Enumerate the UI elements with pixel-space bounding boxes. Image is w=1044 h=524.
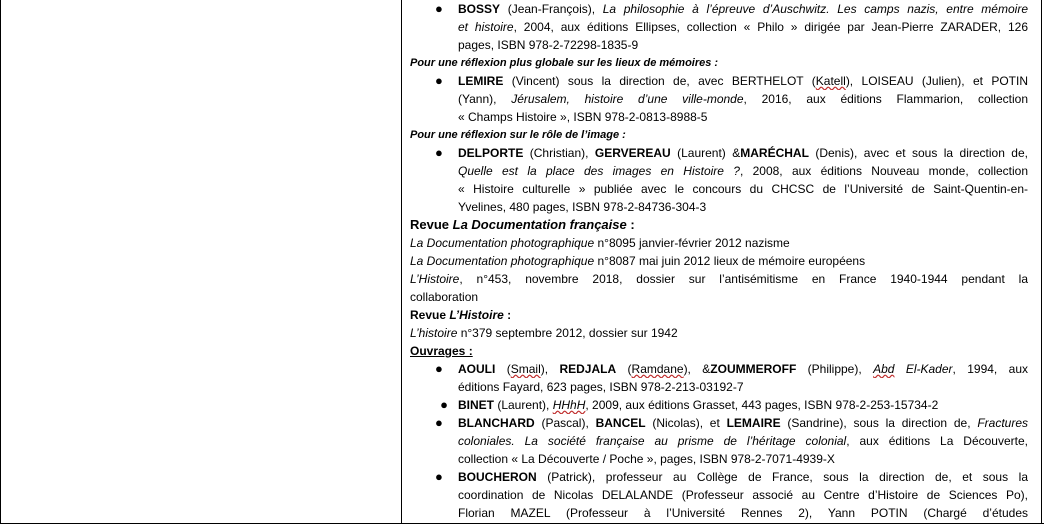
list-item-boucheron-line3: Florian MAZEL (Professeur à l’Université Rennes 2), Yann POTIN (Chargé d’études xyxy=(458,506,1028,520)
bullet-icon: ● xyxy=(435,73,443,88)
list-item-lemire: ● LEMIRE (Vincent) sous la direction de, avec BERTHELOT (Katell), LOISEAU (Julien), et POTIN xyxy=(435,73,1028,88)
bullet-icon: ● xyxy=(435,1,443,16)
ref-histoire-453-line2: collaboration xyxy=(410,290,479,304)
ref-histoire-379: L’histoire n°379 septembre 2012, dossier sur 1942 xyxy=(410,326,678,340)
list-item-delporte-line2: Quelle est la place des images en Histoire ?, 2008, aux éditions Nouveau monde, collection xyxy=(458,164,1028,178)
table-border-left xyxy=(0,0,1,524)
list-item-boucheron-line2: coordination de Nicolas DELALANDE (Professeur associé au Centre d’Histoire de Sciences Po), xyxy=(458,488,1028,502)
list-item-lemire-line3: « Champs Histoire », ISBN 978-2-0813-8988-5 xyxy=(458,110,708,124)
section-subtitle-memoires: Pour une réflexion plus globale sur les lieux de mémoires : xyxy=(410,57,719,69)
heading-revue-documentation: Revue La Documentation française : xyxy=(410,217,635,232)
list-item-delporte: ● DELPORTE (Christian), GERVEREAU (Laurent) &MARÉCHAL (Denis), avec et sous la direction de, xyxy=(435,145,1028,160)
ref-doc-photo-8087: La Documentation photographique n°8087 mai juin 2012 lieux de mémoire européens xyxy=(410,254,866,268)
list-item-aouli-line2: éditions Fayard, 623 pages, ISBN 978-2-213-03192-7 xyxy=(458,380,744,394)
heading-ouvrages: Ouvrages : xyxy=(410,344,473,358)
list-item-delporte-line3: « Histoire culturelle » publiée avec le concours du CHCSC de l’Université de Saint-Quentin-en- xyxy=(458,182,1028,196)
table-column-divider xyxy=(401,0,402,524)
list-item-binet: ● BINET (Laurent), HHhH, 2009, aux éditions Grasset, 443 pages, ISBN 978-2-253-15734-2 xyxy=(410,396,1028,414)
table-border-right xyxy=(1041,0,1042,524)
list-item-bossy-line2: et histoire, 2004, aux éditions Ellipses, collection « Philo » dirigée par Jean-Pierre ZARADER, 126 xyxy=(458,20,1028,34)
list-item-blanchard: ● BLANCHARD (Pascal), BANCEL (Nicolas), et LEMAIRE (Sandrine), sous la direction de, Fractures xyxy=(435,415,1028,430)
section-subtitle-image: Pour une réflexion sur le rôle de l’image : xyxy=(410,129,626,141)
list-item-lemire-line2: (Yann), Jérusalem, histoire d’une ville-monde, 2016, aux éditions Flammarion, collection xyxy=(458,92,1028,106)
list-item-blanchard-line2: coloniales. La société française au prisme de l’héritage colonial, aux éditions La Découverte, xyxy=(458,434,1028,448)
bullet-icon: ● xyxy=(435,469,443,484)
list-item-bossy-line3: pages, ISBN 978-2-72298-1835-9 xyxy=(458,38,639,52)
bullet-icon: ● xyxy=(435,415,443,430)
ref-histoire-453: L’Histoire, n°453, novembre 2018, dossier sur l’antisémitisme en France 1940-1944 pendant la xyxy=(410,272,1028,286)
bullet-icon: ● xyxy=(440,397,448,412)
list-item-aouli: ● AOULI (Smail), REDJALA (Ramdane), &ZOUMMEROFF (Philippe), Abd El-Kader, 1994, aux xyxy=(435,361,1028,376)
list-item-blanchard-line3: collection « La Découverte / Poche », pages, ISBN 978-2-7071-4939-X xyxy=(458,452,835,466)
list-item-bossy: ● BOSSY (Jean-François), La philosophie à l’épreuve d’Auschwitz. Les camps nazis, entre mémoire xyxy=(435,1,1028,16)
ref-doc-photo-8095: La Documentation photographique n°8095 janvier-février 2012 nazisme xyxy=(410,236,790,250)
bullet-icon: ● xyxy=(435,145,443,160)
heading-revue-histoire: Revue L’Histoire : xyxy=(410,308,512,322)
list-item-boucheron: ● BOUCHERON (Patrick), professeur au Collège de France, sous la direction de, et sous la xyxy=(435,469,1028,484)
list-item-delporte-line4: Yvelines, 480 pages, ISBN 978-2-84736-304-3 xyxy=(458,200,707,214)
bullet-icon: ● xyxy=(435,361,443,376)
